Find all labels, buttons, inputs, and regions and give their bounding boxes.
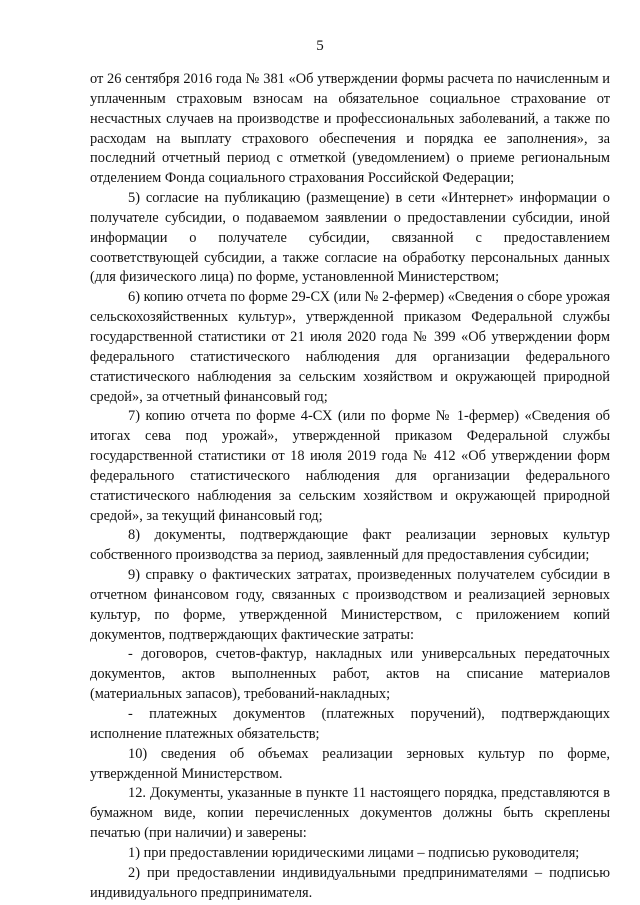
paragraph-item-9: 9) справку о фактических затратах, произведенных получателем субсидии в отчетном финансовом году, связанных с производством и реализацией зерновых культур, по форме, утвержденной Министерством, с приложением копий документов, подтверждающих фактические затраты: xyxy=(90,567,610,643)
page-number: 5 xyxy=(316,38,324,54)
document-body xyxy=(90,70,610,903)
paragraph-subitem-2: 2) при предоставлении индивидуальными предпринимателями – подписью индивидуального предпринимателя. xyxy=(90,864,610,901)
paragraph-subitem-contracts: - договоров, счетов-фактур, накладных или универсальных передаточных документов, актов выполненных работ, актов на списание материалов (материальных запасов), требований-накладных; xyxy=(90,646,610,703)
paragraph-subitem-1: 1) при предоставлении юридическими лицами – подписью руководителя; xyxy=(128,844,580,861)
paragraph-item-7: 7) копию отчета по форме 4-СХ (или по форме № 1-фермер) «Сведения об итогах сева под урожай», утвержденной приказом Федеральной службы государственной статистики от 18 июля 2019 года № 412 «Об утверждении форм федерального статистического наблюдения для организации федерального статистического наблюдения за сельским хозяйством и окружающей природной средой», за текущий финансовый год; xyxy=(90,408,610,524)
paragraph-item-5: 5) согласие на публикацию (размещение) в сети «Интернет» информации о получателе субсидии, о подаваемом заявлении о предоставлении субсидии, иной информации о получателе субсидии, связанной с предоставлением соответствующей субсидии, а также согласие на обработку персональных данных (для физического лица) по форме, установленной Министерством; xyxy=(90,190,610,286)
paragraph-item-6: 6) копию отчета по форме 29-СХ (или № 2-фермер) «Сведения о сборе урожая сельскохозяйственных культур», утвержденной приказом Федеральной службы государственной статистики от 21 июля 2020 года № 399 «Об утверждении форм федерального статистического наблюдения для организации федерального статистического наблюдения за сельским хозяйством и окружающей природной средой», за отчетный финансовый год; xyxy=(90,289,610,405)
paragraph-item-8: 8) документы, подтверждающие факт реализации зерновых культур собственного производства за период, заявленный для предоставления субсидии; xyxy=(90,527,610,564)
paragraph-continuation: от 26 сентября 2016 года № 381 «Об утверждении формы расчета по начисленным и уплаченным страховым взносам на обязательное социальное страхование от несчастных случаев на производстве и профессиональных заболеваний, а также по расходам на выплату страхового обеспечения и порядка ее заполнения», за последний отчетный период с отметкой (уведомлением) о приеме региональным отделением Фонда социального страхования Российской Федерации; xyxy=(90,71,610,187)
paragraph-subitem-payments: - платежных документов (платежных поручений), подтверждающих исполнение платежных обязательств; xyxy=(90,706,610,742)
paragraph-section-12: 12. Документы, указанные в пункте 11 настоящего порядка, представляются в бумажном виде, копии перечисленных документов должны быть скреплены печатью (при наличии) и заверены: xyxy=(90,785,610,842)
paragraph-item-10: 10) сведения об объемах реализации зерновых культур по форме, утвержденной Министерством. xyxy=(90,745,610,782)
